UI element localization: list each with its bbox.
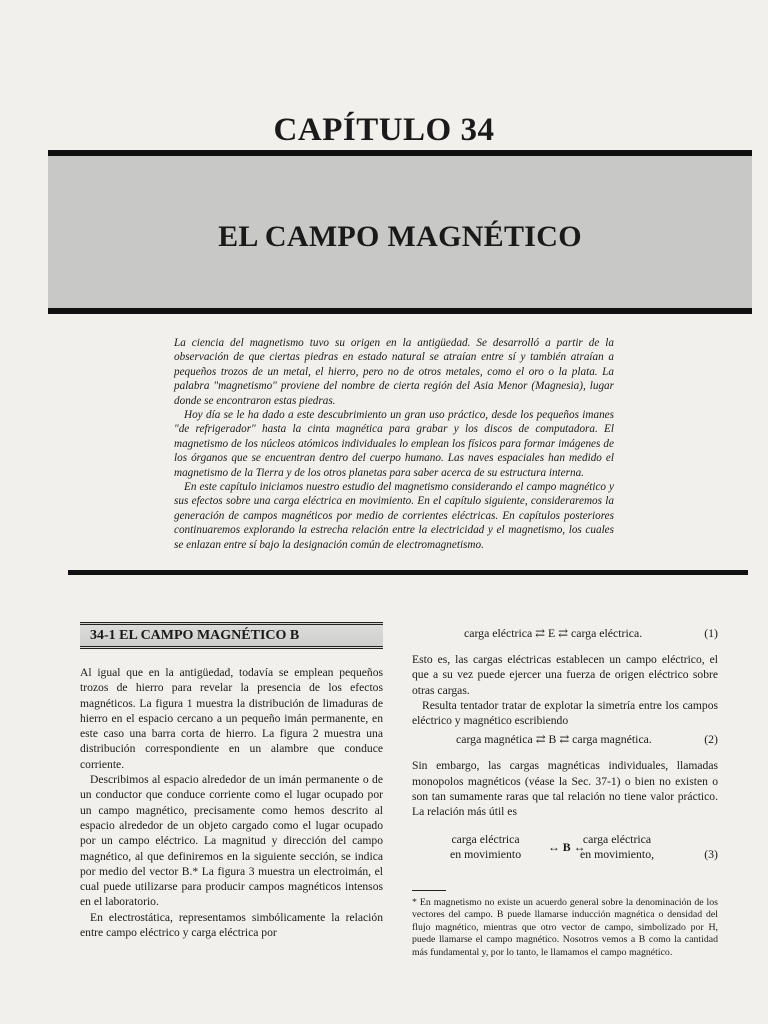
- equation-3-left: [450, 832, 521, 862]
- equation-3-right-line-2: en movimiento,: [580, 846, 655, 861]
- body-paragraph-5: Resulta tentador tratar de explotar la simetría entre los campos eléctrico y magnético escribiendo: [412, 698, 718, 728]
- body-paragraph-6: Sin embargo, las cargas magnéticas individuales, llamadas monopolos magnéticos (véase la Sec. 37-1) o bien no existen o son tan sumamente raras que tal relación no tiene valor práctico. La relación más útil es: [412, 759, 718, 819]
- equation-3-left-line-2: en movimiento: [450, 846, 522, 861]
- equation-3-right-line-1: carga eléctrica: [582, 831, 652, 846]
- body-paragraph-1: Al igual que en la antigüedad, todavía se emplean pequeños trozos de hierro para revelar la presencia de los efectos magnéticos. La figura 1 muestra la distribución de limaduras de hierro en el espacio cercano a un pequeño imán permanente, en este caso una barra corta de hierro. La figura 2 muestra una distribución correspondiente en un alambre que conduce corriente.: [80, 666, 383, 771]
- equation-3-number: (3): [704, 846, 718, 861]
- footnote: * En magnetismo no existe un acuerdo general sobre la denominación de los vectores del campo. B puede llamarse inducción magnética o densidad del flujo magnético, mientras que otro vector de campo, simbolizado por H, puede llamarse el campo magnético. Nosotros vemos a B como la cantidad más fundamental y, por lo tanto, le llamamos el campo magnético.: [412, 896, 718, 959]
- equation-1-number: (1): [704, 626, 718, 640]
- intro-paragraph-2: Hoy día se le ha dado a este descubrimiento un gran uso práctico, desde los pequeños imanes "de refrigerador" hasta la cinta magnética para grabar y los discos de computadora. El magnetismo de los núcleos atómicos individuales lo emplean los físicos para formar imágenes de los órganos que se encuentran dentro del cuerpo humano. Las naves espaciales han medido el magnetismo de la Tierra y de los otros planetas para saber acerca de su estructura interna.: [174, 409, 614, 479]
- intro-paragraph-1: La ciencia del magnetismo tuvo su origen en la antigüedad. Se desarrolló a partir de la observación de que ciertas piedras en estado natural se atraían entre sí y también atraían a pequeños trozos de un metal, el hierro, pero no de otros metales, como el oro o la plata. La palabra "magnetismo" proviene del nombre de cierta región del Asia Menor (Magnesia), lugar donde se encontraron estas piedras.: [174, 337, 614, 407]
- section-heading: 34-1 EL CAMPO MAGNÉTICO B: [80, 622, 383, 649]
- chapter-introduction: [174, 336, 614, 552]
- equation-3-left-line-1: carga eléctrica: [451, 831, 520, 846]
- equation-3: [412, 832, 718, 876]
- equation-3-middle: ↔ B ↔: [548, 839, 586, 854]
- section-divider: [68, 570, 748, 575]
- body-paragraph-4: Esto es, las cargas eléctricas establecen un campo eléctrico, el que a su vez puede ejercer una fuerza de origen eléctrico sobre otras cargas.: [412, 653, 718, 697]
- equation-1: [412, 622, 718, 652]
- body-paragraph-3: En electrostática, representamos simbólicamente la relación entre campo eléctrico y carga eléctrica por: [80, 910, 383, 940]
- chapter-title: EL CAMPO MAGNÉTICO: [218, 220, 582, 253]
- equation-2: [412, 728, 718, 758]
- right-column: [412, 622, 718, 960]
- intro-paragraph-3: En este capítulo iniciamos nuestro estudio del magnetismo considerando el campo magnético y sus efectos sobre una carga eléctrica en movimiento. En el capítulo siguiente, consideraremos la generación de campos magnéticos por medio de corrientes eléctricas. En capítulos posteriores continuaremos explorando la estrecha relación entre la electricidad y el magnetismo, los cuales se enlazan entre sí bajo la designación común de electromagnetismo.: [174, 481, 614, 551]
- left-column: [80, 622, 383, 940]
- chapter-title-band: [48, 150, 752, 314]
- equation-3-right: [580, 832, 654, 862]
- equation-2-text: carga magnética ⇄ B ⇄ carga magnética.: [456, 732, 652, 747]
- equation-2-number: (2): [704, 732, 718, 747]
- body-paragraph-2: Describimos al espacio alrededor de un imán permanente o de un conductor que conduce corriente como el lugar ocupado por un campo magnético, precisamente como hemos descrito al espacio alrededor de un objeto cargado como el lugar ocupado por un campo eléctrico. La magnitud y dirección del campo magnético, al que definiremos en la siguiente sección, se indica por medio del vector B.* La figura 3 muestra un electroimán, el cual puede utilizarse para producir campos magnéticos intensos en el laboratorio.: [80, 773, 383, 909]
- footnote-rule: [412, 890, 446, 891]
- chapter-number: CAPÍTULO 34: [273, 112, 495, 148]
- equation-1-text: carga eléctrica ⇄ E ⇄ carga eléctrica.: [464, 626, 643, 640]
